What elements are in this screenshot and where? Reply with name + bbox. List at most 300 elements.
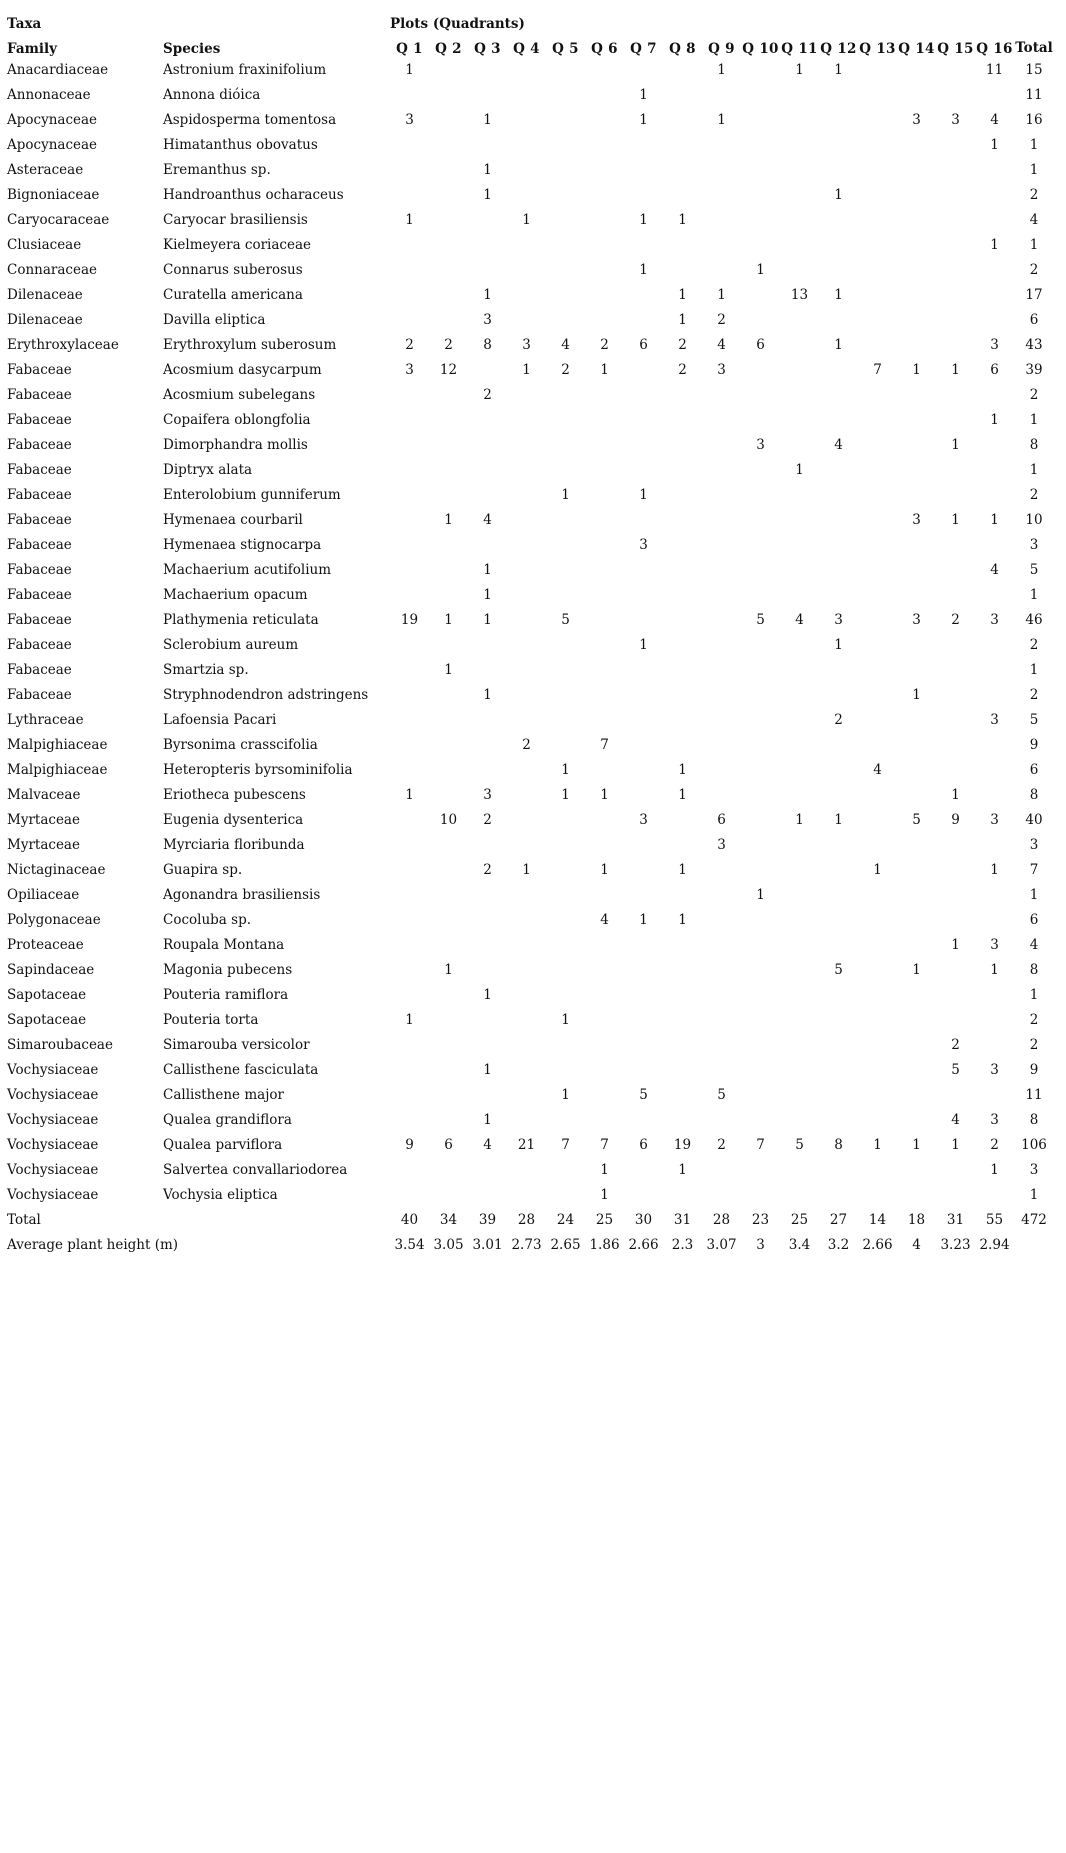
count-cell-q3: 1 — [483, 611, 492, 628]
family-cell: Clusiaceae — [7, 236, 82, 253]
count-cell-q10 — [741, 208, 780, 233]
table-row — [7, 258, 1054, 283]
count-cell-q7 — [624, 708, 663, 733]
count-cell-q2 — [429, 1183, 468, 1208]
count-cell-q4 — [507, 633, 546, 658]
count-cell-q5 — [546, 83, 585, 108]
count-cell-q6: 1 — [600, 861, 609, 878]
count-cell-q11 — [780, 383, 819, 408]
count-cell-q10: 1 — [756, 261, 765, 278]
table-row — [7, 208, 1054, 233]
row-total-cell: 3 — [1029, 836, 1039, 853]
count-cell-q16 — [975, 383, 1014, 408]
count-cell-q12 — [819, 783, 858, 808]
quadrant-header-q16: Q 16 — [976, 40, 1013, 57]
count-cell-q6: 4 — [600, 911, 609, 928]
count-cell-q16: 3 — [990, 1111, 999, 1128]
count-cell-q12 — [819, 858, 858, 883]
count-cell-q3: 1 — [483, 561, 492, 578]
count-cell-q12 — [819, 1158, 858, 1183]
header-row-group — [7, 6, 1054, 31]
count-cell-q15 — [936, 908, 975, 933]
count-cell-q6 — [585, 1008, 624, 1033]
count-cell-q10 — [741, 483, 780, 508]
count-cell-q3 — [468, 1083, 507, 1108]
count-cell-q16 — [975, 208, 1014, 233]
count-cell-q7 — [624, 783, 663, 808]
count-cell-q4 — [507, 233, 546, 258]
count-cell-q5 — [546, 133, 585, 158]
count-cell-q6: 7 — [600, 736, 609, 753]
quadrant-header-q6: Q 6 — [591, 40, 618, 57]
count-cell-q8: 1 — [678, 211, 687, 228]
count-cell-q8 — [663, 1058, 702, 1083]
count-cell-q3 — [468, 908, 507, 933]
count-cell-q2 — [429, 858, 468, 883]
table-row — [7, 508, 1054, 533]
count-cell-q3: 1 — [483, 286, 492, 303]
count-cell-q13 — [858, 58, 897, 83]
taxa-header: Taxa — [7, 15, 42, 32]
count-cell-q10: 5 — [756, 611, 765, 628]
count-cell-q1: 2 — [405, 336, 414, 353]
count-cell-q16 — [975, 1033, 1014, 1058]
average-height-row-q13: 2.66 — [862, 1236, 893, 1253]
species-cell: Simarouba versicolor — [163, 1036, 310, 1053]
count-cell-q4 — [507, 183, 546, 208]
count-cell-q3: 1 — [483, 111, 492, 128]
row-total-cell: 6 — [1029, 911, 1039, 928]
count-cell-q5 — [546, 1183, 585, 1208]
species-cell: Callisthene fasciculata — [163, 1061, 319, 1078]
count-cell-q10 — [741, 658, 780, 683]
count-cell-q3 — [468, 258, 507, 283]
species-cell: Dimorphandra mollis — [163, 436, 308, 453]
count-cell-q16: 3 — [990, 611, 999, 628]
count-cell-q5 — [546, 408, 585, 433]
count-cell-q5 — [546, 233, 585, 258]
table-row — [7, 158, 1054, 183]
count-cell-q12: 1 — [834, 336, 843, 353]
count-cell-q11 — [780, 683, 819, 708]
count-cell-q10 — [741, 308, 780, 333]
count-cell-q11 — [780, 1008, 819, 1033]
count-cell-q13 — [858, 833, 897, 858]
count-cell-q7 — [624, 833, 663, 858]
count-cell-q3 — [468, 658, 507, 683]
count-cell-q2 — [429, 1108, 468, 1133]
family-cell: Anacardiaceae — [7, 61, 109, 78]
family-cell: Fabaceae — [7, 361, 72, 378]
count-cell-q1 — [390, 558, 429, 583]
family-cell: Annonaceae — [7, 86, 91, 103]
count-cell-q4 — [507, 683, 546, 708]
count-cell-q10 — [741, 533, 780, 558]
quadrant-header-q7: Q 7 — [630, 40, 657, 57]
count-cell-q15: 1 — [951, 511, 960, 528]
count-cell-q16: 1 — [990, 961, 999, 978]
count-cell-q13 — [858, 533, 897, 558]
count-cell-q2: 1 — [444, 511, 453, 528]
count-cell-q14 — [897, 1108, 936, 1133]
count-cell-q5: 4 — [561, 336, 570, 353]
count-cell-q5 — [546, 633, 585, 658]
species-quadrant-table-container — [7, 6, 1054, 1258]
count-cell-q12 — [819, 733, 858, 758]
count-cell-q1 — [390, 158, 429, 183]
quadrant-header-q1: Q 1 — [396, 40, 423, 57]
count-cell-q1 — [390, 683, 429, 708]
count-cell-q10 — [741, 1183, 780, 1208]
count-cell-q15 — [936, 833, 975, 858]
count-cell-q8 — [663, 383, 702, 408]
count-cell-q13 — [858, 933, 897, 958]
totals-row-q16: 55 — [985, 1211, 1004, 1228]
family-cell: Erythroxylaceae — [7, 336, 119, 353]
count-cell-q7 — [624, 683, 663, 708]
count-cell-q14 — [897, 783, 936, 808]
count-cell-q3 — [468, 208, 507, 233]
count-cell-q6: 1 — [600, 1186, 609, 1203]
count-cell-q14 — [897, 558, 936, 583]
species-cell: Acosmium subelegans — [163, 386, 316, 403]
count-cell-q11 — [780, 1158, 819, 1183]
count-cell-q11 — [780, 1108, 819, 1133]
count-cell-q2 — [429, 158, 468, 183]
count-cell-q6 — [585, 808, 624, 833]
count-cell-q11 — [780, 358, 819, 383]
row-total-cell: 5 — [1029, 561, 1039, 578]
count-cell-q15: 3 — [951, 111, 960, 128]
count-cell-q13 — [858, 883, 897, 908]
quadrant-header-q11: Q 11 — [781, 40, 818, 57]
count-cell-q14 — [897, 533, 936, 558]
count-cell-q14 — [897, 233, 936, 258]
count-cell-q8 — [663, 108, 702, 133]
count-cell-q8 — [663, 733, 702, 758]
count-cell-q14 — [897, 458, 936, 483]
count-cell-q13 — [858, 608, 897, 633]
count-cell-q13: 4 — [873, 761, 882, 778]
count-cell-q14: 3 — [912, 511, 921, 528]
family-cell: Fabaceae — [7, 686, 72, 703]
species-cell: Annona dióica — [163, 86, 261, 103]
count-cell-q15 — [936, 683, 975, 708]
count-cell-q3 — [468, 758, 507, 783]
table-row — [7, 1083, 1054, 1108]
count-cell-q5: 1 — [561, 486, 570, 503]
count-cell-q3 — [468, 1008, 507, 1033]
count-cell-q15 — [936, 1083, 975, 1108]
count-cell-q9: 2 — [717, 311, 726, 328]
count-cell-q16: 1 — [990, 511, 999, 528]
count-cell-q13 — [858, 1058, 897, 1083]
row-total-cell: 8 — [1029, 786, 1039, 803]
count-cell-q2: 10 — [439, 811, 458, 828]
count-cell-q8: 2 — [678, 361, 687, 378]
species-cell: Vochysia eliptica — [163, 1186, 278, 1203]
count-cell-q4 — [507, 958, 546, 983]
count-cell-q1: 3 — [405, 111, 414, 128]
table-footer — [7, 1208, 1054, 1258]
count-cell-q7 — [624, 1158, 663, 1183]
count-cell-q4: 2 — [522, 736, 531, 753]
quadrant-header-q3: Q 3 — [474, 40, 501, 57]
family-cell: Fabaceae — [7, 661, 72, 678]
count-cell-q1 — [390, 433, 429, 458]
average-height-row-q8: 2.3 — [671, 1236, 694, 1253]
count-cell-q11 — [780, 558, 819, 583]
count-cell-q7: 1 — [639, 911, 648, 928]
count-cell-q5: 5 — [561, 611, 570, 628]
count-cell-q11 — [780, 983, 819, 1008]
count-cell-q4 — [507, 758, 546, 783]
count-cell-q7 — [624, 158, 663, 183]
count-cell-q6 — [585, 283, 624, 308]
count-cell-q13 — [858, 183, 897, 208]
count-cell-q13 — [858, 983, 897, 1008]
count-cell-q16 — [975, 633, 1014, 658]
count-cell-q12 — [819, 683, 858, 708]
table-row — [7, 933, 1054, 958]
count-cell-q10 — [741, 1158, 780, 1183]
count-cell-q2 — [429, 1008, 468, 1033]
count-cell-q12: 2 — [834, 711, 843, 728]
average-height-row-q16: 2.94 — [979, 1236, 1010, 1253]
count-cell-q12 — [819, 233, 858, 258]
count-cell-q2 — [429, 833, 468, 858]
totals-row — [7, 1208, 1054, 1233]
species-quadrant-table — [7, 6, 1054, 1258]
count-cell-q14 — [897, 733, 936, 758]
row-total-cell: 1 — [1029, 136, 1039, 153]
count-cell-q8 — [663, 408, 702, 433]
count-cell-q4 — [507, 1183, 546, 1208]
species-cell: Guapira sp. — [163, 861, 243, 878]
family-cell: Connaraceae — [7, 261, 97, 278]
count-cell-q15 — [936, 283, 975, 308]
count-cell-q12: 1 — [834, 61, 843, 78]
count-cell-q4 — [507, 283, 546, 308]
count-cell-q8 — [663, 608, 702, 633]
count-cell-q2: 1 — [444, 661, 453, 678]
count-cell-q13 — [858, 83, 897, 108]
count-cell-q1 — [390, 708, 429, 733]
count-cell-q8 — [663, 1083, 702, 1108]
count-cell-q10 — [741, 383, 780, 408]
count-cell-q5 — [546, 858, 585, 883]
count-cell-q11 — [780, 1183, 819, 1208]
count-cell-q5 — [546, 508, 585, 533]
family-cell: Vochysiaceae — [7, 1061, 99, 1078]
count-cell-q13 — [858, 158, 897, 183]
count-cell-q4 — [507, 983, 546, 1008]
count-cell-q4 — [507, 933, 546, 958]
family-cell: Myrtaceae — [7, 811, 80, 828]
table-row — [7, 333, 1054, 358]
count-cell-q8: 1 — [678, 286, 687, 303]
count-cell-q16 — [975, 483, 1014, 508]
species-cell: Myrciaria floribunda — [163, 836, 305, 853]
count-cell-q11 — [780, 233, 819, 258]
count-cell-q5 — [546, 108, 585, 133]
count-cell-q8: 1 — [678, 911, 687, 928]
count-cell-q10 — [741, 733, 780, 758]
count-cell-q5: 2 — [561, 361, 570, 378]
count-cell-q1 — [390, 1083, 429, 1108]
count-cell-q7 — [624, 1058, 663, 1083]
count-cell-q13: 1 — [873, 861, 882, 878]
count-cell-q8: 1 — [678, 761, 687, 778]
count-cell-q11 — [780, 783, 819, 808]
count-cell-q1 — [390, 858, 429, 883]
count-cell-q6 — [585, 633, 624, 658]
row-total-cell: 10 — [1025, 511, 1043, 528]
count-cell-q6 — [585, 1108, 624, 1133]
count-cell-q7: 6 — [639, 1136, 648, 1153]
species-cell: Qualea parviflora — [163, 1136, 283, 1153]
count-cell-q4 — [507, 483, 546, 508]
count-cell-q14 — [897, 133, 936, 158]
count-cell-q9 — [702, 1008, 741, 1033]
count-cell-q2 — [429, 233, 468, 258]
table-body — [7, 58, 1054, 1208]
count-cell-q6 — [585, 758, 624, 783]
count-cell-q9 — [702, 208, 741, 233]
count-cell-q14 — [897, 1183, 936, 1208]
count-cell-q7 — [624, 583, 663, 608]
count-cell-q12 — [819, 883, 858, 908]
count-cell-q12 — [819, 583, 858, 608]
count-cell-q10 — [741, 283, 780, 308]
species-cell: Byrsonima crasscifolia — [163, 736, 318, 753]
count-cell-q14 — [897, 933, 936, 958]
count-cell-q6 — [585, 958, 624, 983]
family-cell: Asteraceae — [7, 161, 84, 178]
row-total-cell: 16 — [1025, 111, 1043, 128]
count-cell-q6 — [585, 1083, 624, 1108]
average-height-row-q7: 2.66 — [628, 1236, 659, 1253]
count-cell-q9 — [702, 1058, 741, 1083]
count-cell-q10 — [741, 908, 780, 933]
table-row — [7, 908, 1054, 933]
count-cell-q14 — [897, 433, 936, 458]
count-cell-q13 — [858, 433, 897, 458]
species-cell: Plathymenia reticulata — [163, 611, 319, 628]
count-cell-q7 — [624, 383, 663, 408]
count-cell-q15 — [936, 383, 975, 408]
count-cell-q13 — [858, 958, 897, 983]
family-cell: Vochysiaceae — [7, 1161, 99, 1178]
count-cell-q5: 1 — [561, 1086, 570, 1103]
count-cell-q12 — [819, 1108, 858, 1133]
count-cell-q15: 1 — [951, 786, 960, 803]
family-cell: Dilenaceae — [7, 311, 83, 328]
row-total-cell: 1 — [1029, 661, 1039, 678]
count-cell-q12 — [819, 258, 858, 283]
count-cell-q9 — [702, 658, 741, 683]
count-cell-q10 — [741, 1058, 780, 1083]
count-cell-q1 — [390, 1158, 429, 1183]
count-cell-q14 — [897, 383, 936, 408]
count-cell-q11 — [780, 733, 819, 758]
count-cell-q9 — [702, 508, 741, 533]
count-cell-q11 — [780, 883, 819, 908]
count-cell-q7 — [624, 508, 663, 533]
count-cell-q7 — [624, 408, 663, 433]
species-cell: Pouteria torta — [163, 1011, 259, 1028]
count-cell-q1 — [390, 233, 429, 258]
count-cell-q11 — [780, 483, 819, 508]
family-cell: Fabaceae — [7, 486, 72, 503]
count-cell-q14 — [897, 208, 936, 233]
average-height-row-q6: 1.86 — [589, 1236, 620, 1253]
count-cell-q8 — [663, 58, 702, 83]
count-cell-q11 — [780, 183, 819, 208]
count-cell-q1 — [390, 933, 429, 958]
count-cell-q6: 7 — [600, 1136, 609, 1153]
count-cell-q9 — [702, 733, 741, 758]
average-height-row-total — [1014, 1233, 1054, 1258]
count-cell-q10 — [741, 983, 780, 1008]
count-cell-q1 — [390, 658, 429, 683]
row-total-cell: 1 — [1029, 586, 1039, 603]
count-cell-q7 — [624, 358, 663, 383]
row-total-cell: 2 — [1029, 636, 1039, 653]
count-cell-q4 — [507, 783, 546, 808]
count-cell-q13 — [858, 808, 897, 833]
count-cell-q2 — [429, 533, 468, 558]
count-cell-q15 — [936, 1158, 975, 1183]
count-cell-q2 — [429, 583, 468, 608]
count-cell-q16 — [975, 983, 1014, 1008]
totals-row-q5: 24 — [556, 1211, 575, 1228]
count-cell-q8 — [663, 1008, 702, 1033]
count-cell-q4: 3 — [522, 336, 531, 353]
species-cell: Kielmeyera coriaceae — [163, 236, 312, 253]
count-cell-q11 — [780, 908, 819, 933]
count-cell-q12 — [819, 508, 858, 533]
species-cell: Diptryx alata — [163, 461, 253, 478]
count-cell-q8 — [663, 583, 702, 608]
count-cell-q9 — [702, 133, 741, 158]
totals-row-label: Total — [7, 1211, 41, 1228]
quadrant-header-q8: Q 8 — [669, 40, 696, 57]
count-cell-q16 — [975, 758, 1014, 783]
row-total-cell: 7 — [1029, 861, 1039, 878]
count-cell-q9 — [702, 958, 741, 983]
count-cell-q4 — [507, 883, 546, 908]
count-cell-q7 — [624, 608, 663, 633]
row-total-cell: 2 — [1029, 686, 1039, 703]
species-cell: Connarus suberosus — [163, 261, 303, 278]
count-cell-q1 — [390, 958, 429, 983]
count-cell-q7 — [624, 183, 663, 208]
count-cell-q15: 1 — [951, 436, 960, 453]
count-cell-q7: 1 — [639, 636, 648, 653]
count-cell-q3 — [468, 83, 507, 108]
count-cell-q12 — [819, 83, 858, 108]
count-cell-q15 — [936, 483, 975, 508]
count-cell-q2 — [429, 1083, 468, 1108]
count-cell-q11 — [780, 1058, 819, 1083]
count-cell-q1: 1 — [405, 786, 414, 803]
count-cell-q10 — [741, 358, 780, 383]
count-cell-q13 — [858, 633, 897, 658]
count-cell-q1: 1 — [405, 211, 414, 228]
count-cell-q8: 1 — [678, 311, 687, 328]
count-cell-q15 — [936, 408, 975, 433]
